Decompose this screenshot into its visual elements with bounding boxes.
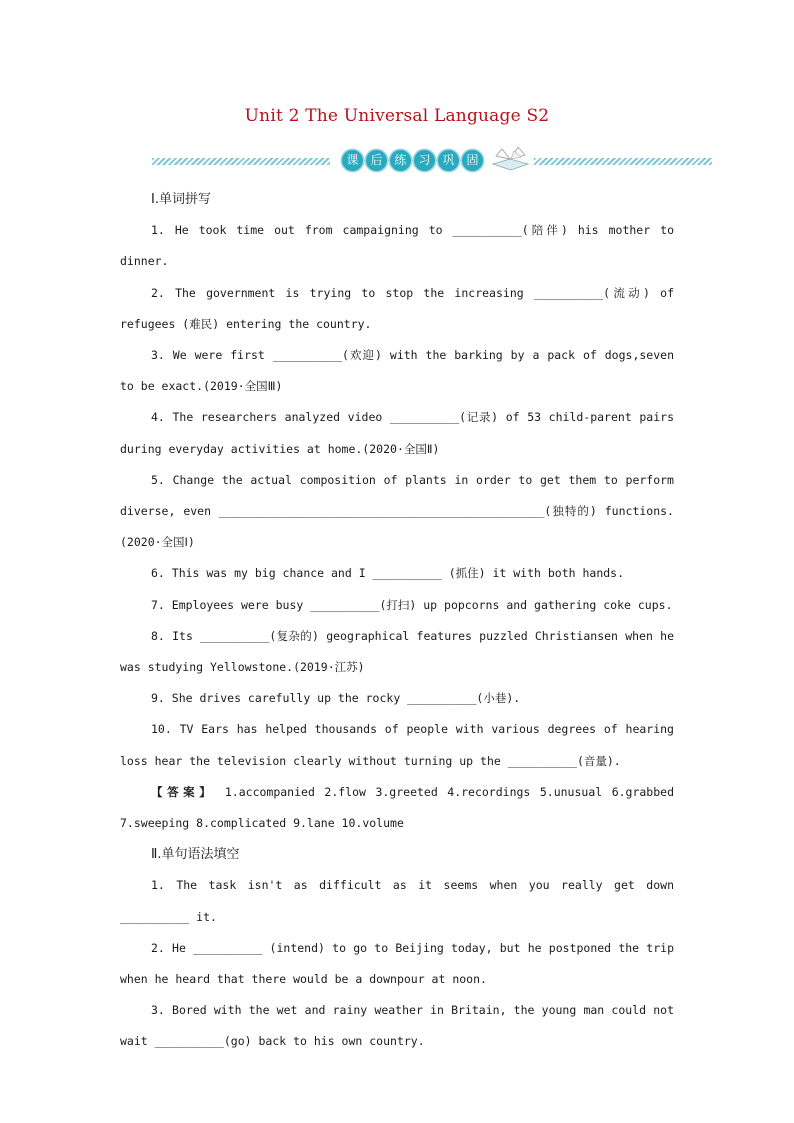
worksheet-body — [120, 184, 674, 1058]
answer-text: 1.accompanied 2.flow 3.greeted 4.recordings 5.unusual 6.grabbed 7.sweeping 8.complicated 9.lane 10.volume — [120, 784, 675, 831]
exercise-item: 5. Change the actual composition of plants in order to get them to perform diverse, even _______________________________________________(独特的) functions. (2020·全国Ⅰ) — [120, 472, 674, 550]
exercise-item: 8. Its __________(复杂的) geographical features puzzled Christiansen when he was studying Yellowstone.(2019·江苏) — [120, 628, 674, 675]
banner-char: 巩 — [438, 150, 459, 171]
exercise-item: 1. He took time out from campaigning to __________(陪伴) his mother to dinner. — [120, 223, 674, 269]
section-banner — [152, 150, 712, 172]
banner-char: 习 — [414, 150, 435, 171]
banner-stripe-right — [534, 158, 712, 165]
exercise-item: 7. Employees were busy __________(打扫) up popcorns and gathering coke cups. — [151, 597, 673, 612]
banner-char: 固 — [462, 150, 483, 171]
answer-label: 【答案】 — [151, 784, 216, 799]
banner-badges — [342, 150, 483, 171]
page-title: Unit 2 The Universal Language S2 — [244, 106, 550, 126]
answer-key — [120, 777, 674, 839]
banner-stripe-left — [152, 158, 330, 165]
exercise-item: 6. This was my big chance and I __________ (抓住) it with both hands. — [151, 566, 625, 581]
exercise-item: 3. Bored with the wet and rainy weather in Britain, the young man could not wait __________(go) back to his own country. — [120, 1003, 674, 1049]
exercise-item: 4. The researchers analyzed video __________(记录) of 53 child-parent pairs during everyday activities at home.(2020·全国Ⅱ) — [120, 410, 674, 456]
exercise-item: 1. The task isn't as difficult as it seems when you really get down __________ it. — [120, 878, 674, 924]
exercise-item: 2. He __________ (intend) to go to Beijing today, but he postponed the trip when he heard that there would be a downpour at noon. — [120, 940, 674, 987]
open-book-icon — [490, 146, 532, 172]
exercise-item: 9. She drives carefully up the rocky __________(小巷). — [151, 691, 521, 706]
exercise-item: 10. TV Ears has helped thousands of people with various degrees of hearing loss hear the television clearly without turning up the __________(音量). — [120, 722, 674, 768]
exercise-item: 2. The government is trying to stop the increasing __________(流动) of refugees (难民) entering the country. — [120, 285, 674, 331]
banner-char: 练 — [390, 150, 411, 171]
section-heading: Ⅱ.单句语法填空 — [151, 847, 240, 863]
exercise-item: 3. We were first __________(欢迎) with the barking by a pack of dogs,seven to be exact.(2019·全国Ⅲ) — [120, 348, 674, 394]
section-heading: Ⅰ.单词拼写 — [151, 192, 211, 207]
banner-char: 课 — [342, 150, 363, 171]
banner-char: 后 — [366, 150, 387, 171]
